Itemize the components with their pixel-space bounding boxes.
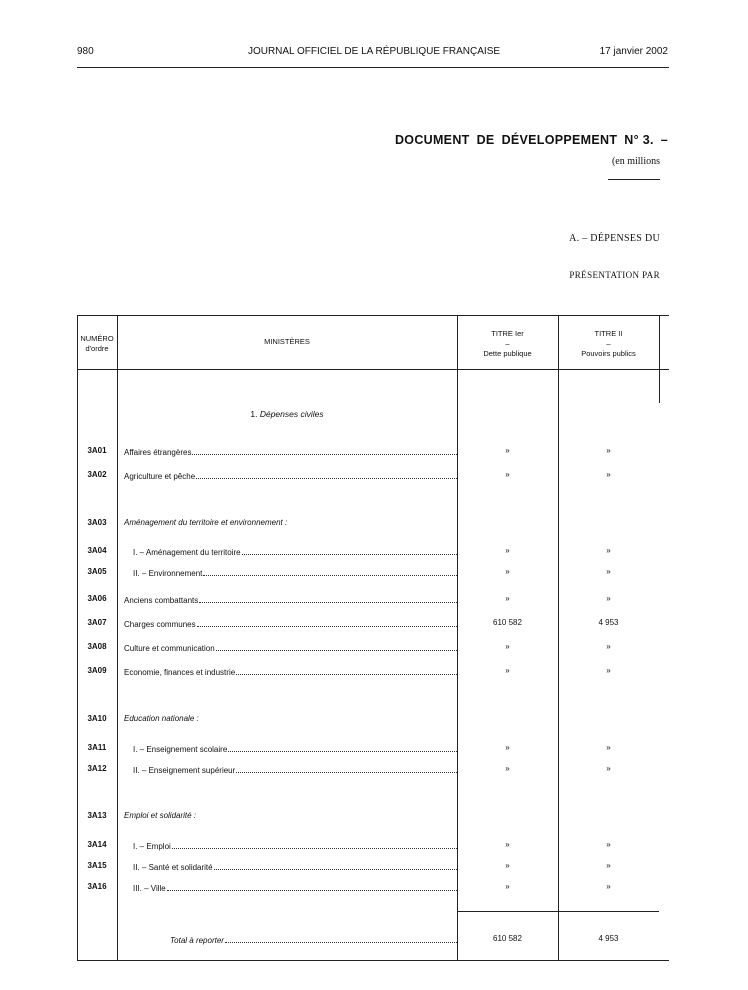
row-label-text: I. – Enseignement scolaire [133, 745, 228, 754]
row-label [124, 518, 457, 527]
row-label [124, 714, 457, 723]
row-label-text: Aménagement du territoire et environnement : [124, 518, 288, 527]
row-titre1: » [505, 764, 510, 773]
journal-title: JOURNAL OFFICIEL DE LA RÉPUBLIQUE FRANÇAISE [247, 46, 501, 57]
leader-dots [216, 642, 457, 651]
table-row [77, 714, 669, 728]
row-label-text: Charges communes [124, 620, 196, 629]
titre1-dash: – [505, 339, 510, 348]
row-code: 3A07 [87, 618, 107, 627]
row-label-text: Anciens combattants [124, 596, 199, 605]
row-label [124, 666, 457, 677]
row-titre2: » [606, 470, 611, 479]
row-label [124, 811, 457, 820]
row-titre1: » [505, 567, 510, 576]
row-label [124, 546, 457, 557]
row-titre2: » [606, 546, 611, 555]
row-titre1: » [505, 446, 510, 455]
subsection-heading: PRÉSENTATION PAR [569, 270, 660, 280]
column-header-ministries: MINISTÈRES [264, 337, 310, 346]
row-label [124, 470, 457, 481]
total-row [77, 934, 669, 948]
table-row [77, 642, 669, 656]
row-code: 3A02 [87, 470, 107, 479]
document-title [388, 133, 668, 147]
leader-dots [242, 546, 457, 555]
row-titre1: » [505, 861, 510, 870]
row-label [124, 642, 457, 653]
table-row [77, 861, 669, 875]
row-titre2: » [606, 743, 611, 752]
titre2-sub: Pouvoirs publics [581, 349, 636, 358]
leader-dots [192, 446, 457, 455]
column-header-titre2 [558, 329, 659, 359]
row-label-text: I. – Emploi [133, 842, 171, 851]
leader-dots [167, 882, 457, 891]
header-bottom-rule [77, 369, 669, 370]
table-row [77, 618, 669, 632]
leader-dots [199, 594, 457, 603]
row-label [124, 446, 457, 457]
row-label-text: II. – Environnement [133, 569, 203, 578]
row-titre1: » [505, 666, 510, 675]
column-header-number: NUMÉRO d'ordre [80, 334, 114, 353]
title-word: DÉVELOPPEMENT [501, 133, 618, 147]
table-top-rule [77, 315, 669, 316]
total-label-text: Total à reporter [170, 936, 224, 945]
row-label-text: II. – Enseignement supérieur [133, 766, 236, 775]
title-word: – [660, 133, 668, 147]
row-titre2: » [606, 882, 611, 891]
row-code: 3A05 [87, 567, 107, 576]
table-row [77, 594, 669, 608]
total-titre2: 4 953 [598, 934, 619, 943]
total-label [170, 934, 457, 945]
titre2-label: TITRE II [594, 329, 623, 338]
table-row [77, 743, 669, 757]
row-titre1: » [505, 743, 510, 752]
row-code: 3A10 [87, 714, 107, 723]
row-label-text: III. – Ville [133, 884, 166, 893]
row-titre2: » [606, 840, 611, 849]
budget-table [77, 315, 669, 961]
row-code: 3A15 [87, 861, 107, 870]
table-row [77, 446, 669, 460]
leader-dots [172, 840, 457, 849]
leader-dots [225, 934, 457, 943]
row-titre2: » [606, 642, 611, 651]
table-row [77, 811, 669, 825]
row-code: 3A01 [87, 446, 107, 455]
row-code: 3A08 [87, 642, 107, 651]
row-code: 3A06 [87, 594, 107, 603]
table-row [77, 666, 669, 680]
row-code: 3A14 [87, 840, 107, 849]
table-row [77, 567, 669, 581]
row-label [124, 618, 457, 629]
row-code: 3A03 [87, 518, 107, 527]
table-row [77, 764, 669, 778]
row-label [124, 861, 457, 872]
leader-dots [214, 861, 457, 870]
row-label-text: Agriculture et pêche [124, 472, 196, 481]
section-heading: A. – DÉPENSES DU [569, 233, 660, 244]
leader-dots [228, 743, 457, 752]
group-text: Dépenses civiles [259, 409, 324, 419]
group-heading [117, 409, 457, 419]
title-word: DOCUMENT [394, 133, 470, 147]
row-titre2: » [606, 764, 611, 773]
row-titre2: » [606, 861, 611, 870]
row-titre2: » [606, 567, 611, 576]
row-titre2: » [606, 594, 611, 603]
unit-rule [608, 179, 660, 180]
publication-date: 17 janvier 2002 [599, 46, 668, 57]
leader-dots [203, 567, 457, 576]
column-header-titre1 [457, 329, 558, 359]
row-label [124, 594, 457, 605]
leader-dots [196, 470, 457, 479]
titre1-label: TITRE Ier [491, 329, 524, 338]
row-code: 3A09 [87, 666, 107, 675]
table-row [77, 882, 669, 896]
table-row [77, 470, 669, 484]
row-label-text: Emploi et solidarité : [124, 811, 197, 820]
row-titre1: 610 582 [493, 618, 522, 627]
row-code: 3A12 [87, 764, 107, 773]
row-label-text: I. – Aménagement du territoire [133, 548, 241, 557]
titre2-dash: – [606, 339, 611, 348]
table-row [77, 840, 669, 854]
row-titre1: » [505, 642, 510, 651]
row-label [124, 743, 457, 754]
table-bottom-rule [77, 960, 669, 961]
row-label [124, 882, 457, 893]
leader-dots [236, 666, 457, 675]
leader-dots [236, 764, 457, 773]
row-code: 3A11 [87, 743, 107, 752]
row-titre2: » [606, 666, 611, 675]
row-code: 3A04 [87, 546, 107, 555]
titre1-sub: Dette publique [483, 349, 532, 358]
title-word: N° 3. [624, 133, 654, 147]
page-number: 980 [77, 46, 94, 57]
row-titre1: » [505, 546, 510, 555]
row-titre1: » [505, 840, 510, 849]
leader-dots [197, 618, 457, 627]
row-label [124, 840, 457, 851]
group-number: 1. [250, 409, 258, 419]
title-word: DE [476, 133, 495, 147]
titre3-column-rule [659, 315, 660, 403]
row-label-text: II. – Santé et solidarité [133, 863, 213, 872]
row-titre1: » [505, 882, 510, 891]
unit-note: (en millions [611, 156, 660, 167]
row-titre1: » [505, 594, 510, 603]
row-titre1: » [505, 470, 510, 479]
row-label-text: Education nationale : [124, 714, 199, 723]
row-code: 3A13 [87, 811, 107, 820]
row-label-text: Culture et communication [124, 644, 215, 653]
row-label [124, 764, 457, 775]
row-code: 3A16 [87, 882, 107, 891]
row-titre2: » [606, 446, 611, 455]
row-label-text: Economie, finances et industrie [124, 668, 236, 677]
header-rule [77, 67, 669, 68]
row-label [124, 567, 457, 578]
row-label-text: Affaires étrangères [124, 448, 192, 457]
total-titre1: 610 582 [493, 934, 522, 943]
row-titre2: 4 953 [598, 618, 619, 627]
table-row [77, 518, 669, 532]
table-row [77, 546, 669, 560]
